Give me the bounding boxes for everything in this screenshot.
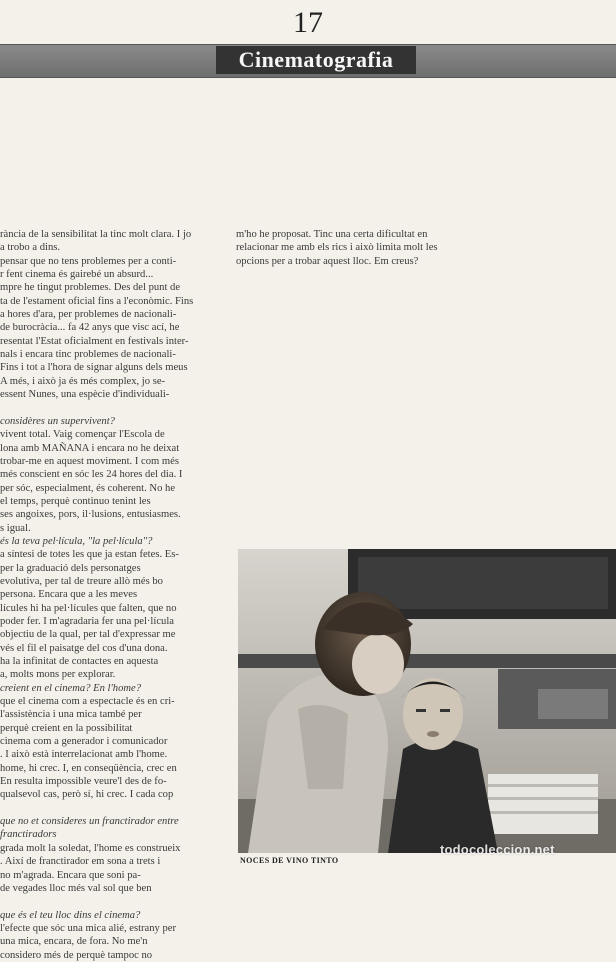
article-line: a hores d'ara, per problemes de nacionali- bbox=[0, 309, 177, 321]
article-line: creient en el cinema? En l'home? bbox=[0, 682, 142, 694]
article-line: objectiu de la qual, per tal d'expressar me bbox=[0, 629, 176, 641]
section-title: Cinematografia bbox=[216, 46, 416, 74]
article-line bbox=[0, 895, 228, 908]
article-line: vivent total. Vaig començar l'Escola de bbox=[0, 429, 165, 441]
article-line: més conscient en sóc les 24 hores del dia. I bbox=[0, 469, 183, 481]
article-line: nals i encara tinc problemes de nacionali- bbox=[0, 349, 176, 361]
article-line: el temps, perquè continuo tenint les bbox=[0, 495, 151, 507]
article-line: Fins i tot a l'hora de signar alguns dels meus bbox=[0, 362, 188, 374]
article-line: mpre he tingut problemes. Des del punt de bbox=[0, 282, 181, 294]
article-line bbox=[0, 401, 228, 414]
article-line: no m'agrada. Encara que soni pa- bbox=[0, 869, 141, 881]
article-line: opcions per a trobar aquest lloc. Em creus? bbox=[236, 255, 419, 267]
article-line: de burocràcia... fa 42 anys que visc ací, he bbox=[0, 322, 180, 334]
article-line: . I això està interrelacionat amb l'home. bbox=[0, 749, 168, 761]
article-line: ha la infinitat de contactes en aquesta bbox=[0, 656, 159, 667]
article-line: rància de la sensibilitat la tinc molt clara. I jo bbox=[0, 229, 192, 240]
article-line: grada molt la soledat, l'home es construeix bbox=[0, 842, 181, 854]
article-line: que no et consideres un franctirador entre bbox=[0, 816, 179, 828]
article-line: franctiradors bbox=[0, 829, 57, 841]
article-line: una mica, encara, de fora. No me'n bbox=[0, 936, 148, 948]
article-line: m'ho he proposat. Tinc una certa dificultat en bbox=[236, 229, 428, 240]
article-line: r fent cinema és gairebé un absurd... bbox=[0, 269, 154, 281]
article-line: perquè creient en la possibilitat bbox=[0, 722, 133, 734]
article-line: poder fer. I m'agradaria fer una pel·lícula bbox=[0, 615, 174, 627]
article-line: s igual. bbox=[0, 522, 31, 534]
film-still-illustration bbox=[238, 549, 616, 853]
page-number: 17 bbox=[293, 6, 323, 39]
film-still-photo bbox=[238, 549, 616, 853]
article-line: que el cinema com a espectacle és en cri- bbox=[0, 696, 175, 708]
article-line: En resulta impossible veure'l des de fo- bbox=[0, 776, 167, 788]
article-line: pensar que no tens problemes per a conti- bbox=[0, 255, 177, 267]
article-line: considero més de perquè tampoc no bbox=[0, 949, 153, 961]
article-line: essent Nunes, una espècie d'individuali- bbox=[0, 389, 170, 401]
article-line: per sóc, especialment, és coherent. No he bbox=[0, 482, 176, 494]
article-line: lona amb MAÑANA i encara no he deixat bbox=[0, 442, 180, 454]
article-line: lícules hi ha pel·lícules que falten, que no bbox=[0, 602, 177, 614]
article-line: a trobo a dins. bbox=[0, 242, 61, 254]
article-line: ses angoixes, pors, il·lusions, entusiasmes. bbox=[0, 509, 181, 521]
article-line bbox=[0, 802, 228, 815]
article-line: cinema com a generador i comunicador bbox=[0, 736, 168, 748]
article-line: trobar-me en aquest moviment. I com més bbox=[0, 455, 179, 467]
article-line: de vegades lloc més val sol que ben bbox=[0, 882, 152, 894]
article-line: a síntesi de totes les que ja estan fetes. Es- bbox=[0, 549, 179, 561]
photo-caption: NOCES DE VINO TINTO bbox=[240, 856, 339, 865]
article-line: qualsevol cas, però sí, hi crec. I cada cop bbox=[0, 789, 174, 801]
article-line: per la graduació dels personatges bbox=[0, 562, 141, 574]
article-line: és la teva pel·lícula, "la pel·lícula"? bbox=[0, 535, 153, 547]
article-line: ta de l'estament oficial fins a l'econòmic. Fins bbox=[0, 295, 194, 307]
article-line: l'efecte que sóc una mica alié, estrany per bbox=[0, 922, 177, 934]
article-line: home, hi crec. I, en conseqüència, crec en bbox=[0, 762, 177, 774]
article-line: resentat l'Estat oficialment en festivals inter- bbox=[0, 335, 189, 347]
article-line: que és el teu lloc dins el cinema? bbox=[0, 909, 141, 921]
article-right-column bbox=[236, 228, 480, 268]
article-line: considères un supervivent? bbox=[0, 415, 115, 427]
article-line: l'assistència i una mica també per bbox=[0, 709, 142, 721]
article-line: relacionar me amb els rics i això limita molt les bbox=[236, 242, 438, 254]
article-line: A més, i això ja és més complex, jo se- bbox=[0, 375, 166, 387]
watermark-logo: todocoleccion.net bbox=[440, 842, 555, 857]
article-line: evolutiva, per tal de treure allò més bo bbox=[0, 575, 163, 587]
article-line: a, molts mons per explorar. bbox=[0, 669, 116, 681]
article-line: vés el fil el paisatge del cos d'una dona. bbox=[0, 642, 168, 654]
article-line: persona. Encara que a les meves bbox=[0, 589, 138, 601]
article-left-column bbox=[0, 228, 228, 962]
article-line: . Així de franctirador em sona a trets i bbox=[0, 856, 161, 868]
